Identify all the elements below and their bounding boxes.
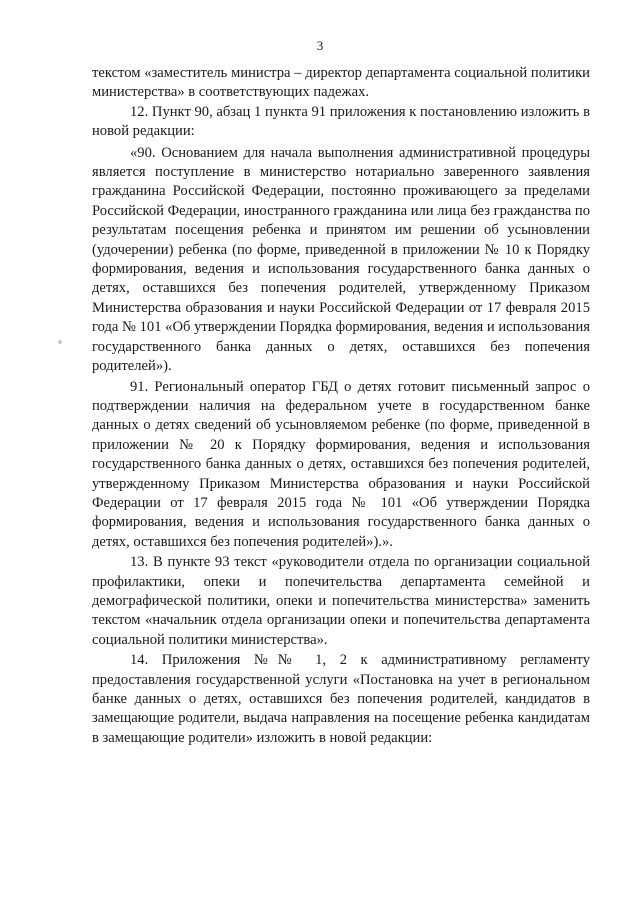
paragraph-item-12: 12. Пункт 90, абзац 1 пункта 91 приложения к постановлению изложить в новой редакции:	[92, 103, 590, 140]
paragraph-item-90: «90. Основанием для начала выполнения административной процедуры является поступление в министерство нотариально заверенного заявления гражданина Российской Федерации, постоянно проживающего за пределами Российской Федерации, иностранного гражданина или лица без гражданства по результатам посещения ребенка и принятом им решении об усыновлении (удочерении) ребенка (по форме, приведенной в приложении № 10 к Порядку формирования, ведения и использования государственного банка данных о детях, оставшихся без попечения родителей, утвержденному Приказом Министерства образования и науки Российской Федерации от 17 февраля 2015 года № 101 «Об утверждении Порядка формирования, ведения и использования государственного банка данных о детях, оставшихся без попечения родителей»).	[92, 144, 590, 375]
paragraph-item-13: 13. В пункте 93 текст «руководители отдела по организации социальной профилактики, опеки и попечительства департамента семейной и демографической политики, опеки и попечительства министерства» заменить текстом «начальник отдела организации опеки и попечительства департамента социальной политики министерства».	[92, 554, 590, 648]
paragraph-continuation: текстом «заместитель министра – директор департамента социальной политики министерства» в соответствующих падежах.	[92, 65, 590, 101]
margin-mark	[58, 340, 62, 344]
page-number: 3	[316, 38, 324, 53]
paragraph-item-14: 14. Приложения №№ 1, 2 к административному регламенту предоставления государственной услуги «Постановка на учет в региональном банке данных о детях, оставшихся без попечения родителей, кандидатов в замещающие родители, выдача направления на посещение ребенка кандидатам в замещающие родители» изложить в новой редакции:	[92, 652, 590, 746]
paragraph-item-91: 91. Региональный оператор ГБД о детях готовит письменный запрос о подтверждении наличия на федеральном учете в государственном банке данных о детях сведений об усыновляемом ребенке (по форме, приведенной в приложении № 20 к Порядку формирования, ведения и использования государственного банка данных о детях, оставшихся без попечения родителей, утвержденному Приказом Министерства образования и науки Российской Федерации от 17 февраля 2015 года № 101 «Об утверждении Порядка формирования, ведения и использования государственного банка данных о детях, оставшихся без попечения родителей»).».	[92, 378, 590, 550]
document-body	[92, 64, 590, 748]
